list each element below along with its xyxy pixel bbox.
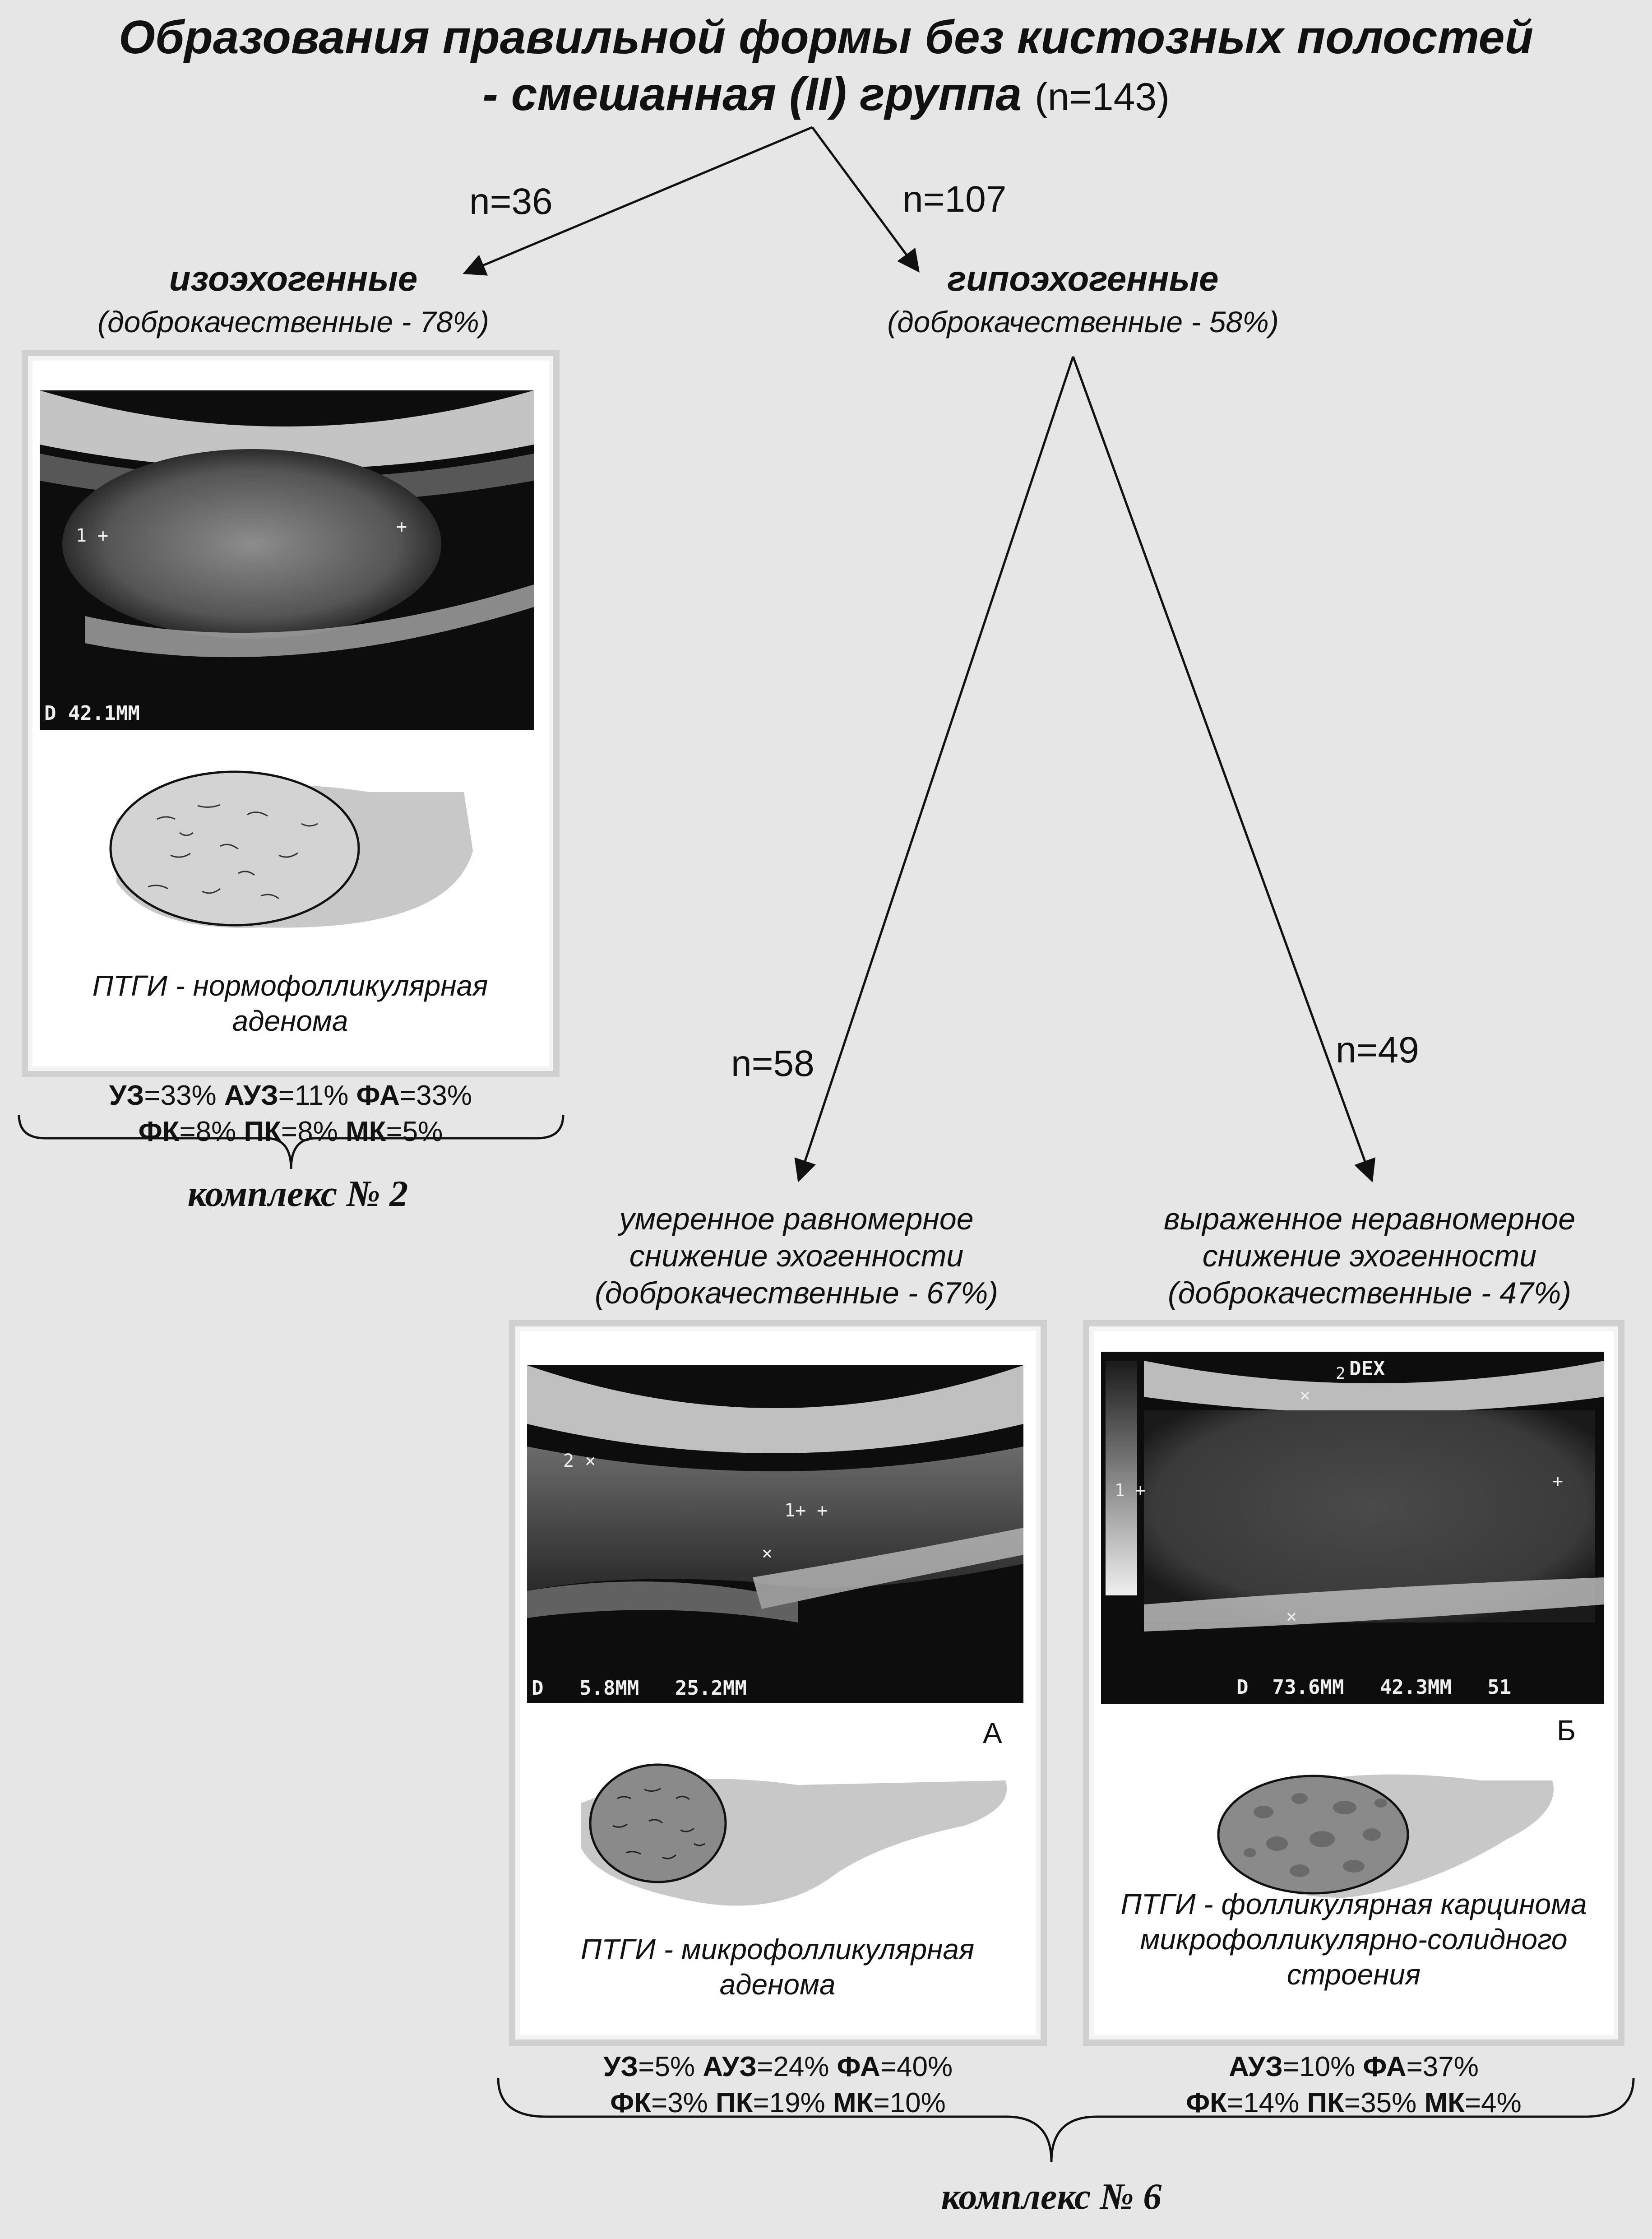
ultrasound-image-pronounced [1101, 1352, 1604, 1704]
ultrasound-scan [1101, 1352, 1604, 1704]
schematic-node-isoechoic [89, 765, 518, 936]
svg-text:×: × [762, 1543, 773, 1564]
pronounced-caption: ПТГИ - фолликулярная карцинома микрофолликулярно-солидного строения [1120, 1888, 1587, 1991]
svg-text:2 ×: 2 × [563, 1451, 596, 1471]
panel-letter-b: Б [1557, 1714, 1576, 1747]
pronounced-branch-count: n=49 [1336, 1029, 1419, 1071]
complex-2-label: комплекс № 2 [187, 1173, 408, 1214]
ultrasound-image-isoechoic [40, 390, 534, 730]
arrow-to-pronounced [1073, 357, 1372, 1180]
ultrasound-image-moderate [527, 1365, 1023, 1703]
bottom-brace [492, 2072, 1647, 2180]
moderate-card [509, 1320, 1047, 2046]
svg-text:×: × [1300, 1385, 1311, 1406]
svg-text:2: 2 [1336, 1364, 1346, 1383]
right-branch-count: n=107 [902, 179, 1007, 220]
schematic-node-moderate [563, 1749, 1014, 1911]
isoechoic-card [22, 350, 560, 1077]
ultrasound-scan [527, 1365, 1023, 1703]
ultrasound-measure-label: D 42.1MM [44, 702, 140, 725]
moderate-stats-line-2: ФК=3% ПК=19% МК=10% [610, 2087, 946, 2118]
hypoechoic-subheading: (доброкачественные - 58%) [887, 305, 1279, 338]
isoechoic-caption: ПТГИ - нормофолликулярная аденома [92, 969, 488, 1037]
moderate-branch-count: n=58 [731, 1043, 814, 1084]
svg-text:+: + [396, 516, 407, 537]
svg-text:1 +: 1 + [1115, 1480, 1146, 1500]
ultrasound-scan [40, 390, 534, 730]
left-brace [14, 1110, 569, 1182]
isoechoic-subheading: (доброкачественные - 78%) [97, 305, 489, 338]
moderate-caption: ПТГИ - микрофолликулярная аденома [580, 1933, 975, 2001]
left-branch-count: n=36 [469, 181, 553, 222]
svg-text:1 +: 1 + [76, 525, 109, 546]
pronounced-card [1083, 1320, 1624, 2046]
svg-text:1+ +: 1+ + [784, 1500, 828, 1521]
isoechoic-heading: изоэхогенные [169, 259, 418, 298]
arrow-to-moderate [799, 357, 1073, 1180]
svg-text:+: + [1552, 1471, 1564, 1492]
moderate-stats-line-1: УЗ=5% АУЗ=24% ФА=40% [603, 2051, 953, 2082]
ultrasound-side-label: DEX [1349, 1357, 1385, 1380]
hypoechoic-heading: гипоэхогенные [947, 259, 1219, 298]
isoechoic-stats-line-2: ФК=8% ПК=8% МК=5% [138, 1116, 443, 1147]
schematic-node-pronounced [1209, 1762, 1561, 1907]
moderate-heading: умеренное равномерное снижение эхогенности (доброкачественные - 67%) [595, 1202, 998, 1310]
title-line-1: Образования правильной формы без кистозных полостей [119, 11, 1533, 64]
panel-letter-a: А [983, 1717, 1002, 1749]
svg-text:×: × [1286, 1606, 1297, 1627]
complex-6-label: комплекс № 6 [941, 2176, 1162, 2217]
title-count: (n=143) [1035, 75, 1170, 119]
ultrasound-measure-label: D 73.6MM 42.3MM 51 [1236, 1676, 1512, 1699]
isoechoic-stats-line-1: УЗ=33% АУЗ=11% ФА=33% [109, 1080, 472, 1111]
ultrasound-measure-label: D 5.8MM 25.2MM [532, 1677, 747, 1700]
pronounced-stats-line-1: АУЗ=10% ФА=37% [1229, 2051, 1479, 2082]
pronounced-stats-line-2: ФК=14% ПК=35% МК=4% [1186, 2087, 1522, 2118]
title-line-2-text: - смешанная (II) группа [482, 68, 1022, 121]
pronounced-heading: выраженное неравномерное снижение эхогенности (доброкачественные - 47%) [1163, 1202, 1576, 1310]
